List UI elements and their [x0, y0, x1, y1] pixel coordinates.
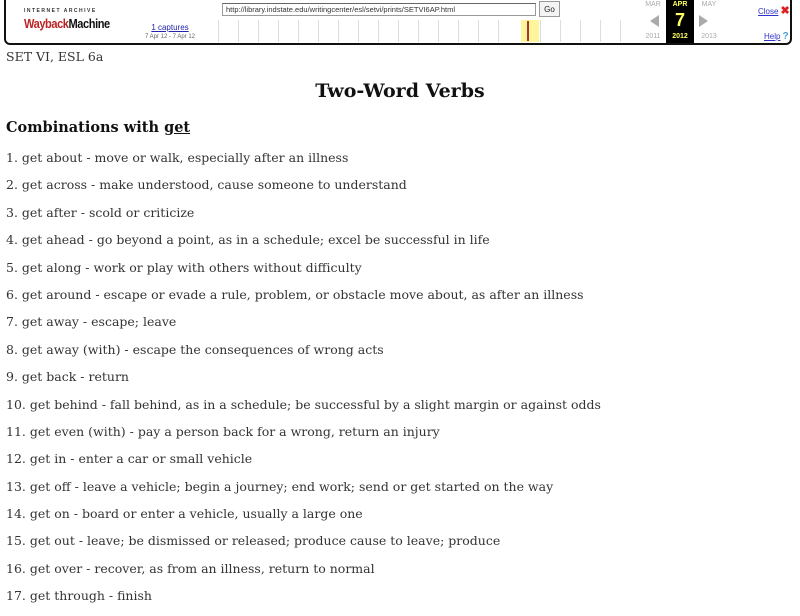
current-year: 2012 — [672, 33, 688, 40]
timeline-tick — [458, 20, 459, 42]
prev-capture-arrow-icon[interactable] — [650, 15, 659, 27]
logo-wayback-machine-text — [24, 16, 110, 31]
list-item: 9. get back - return — [6, 369, 129, 385]
list-item: 10. get behind - fall behind, as in a schedule; be successful by a slight margin or against odds — [6, 396, 601, 412]
list-item: 16. get over - recover, as from an illness, return to normal — [6, 560, 375, 576]
logo-word-wayback: Wayback — [24, 16, 69, 31]
timeline-tick — [540, 20, 541, 42]
wayback-toolbar — [4, 0, 792, 45]
list-item: 4. get ahead - go beyond a point, as in a schedule; excel be successful in life — [6, 232, 490, 248]
list-item: 1. get about - move or walk, especially after an illness — [6, 150, 349, 165]
captures-link[interactable]: 1 captures — [151, 23, 189, 32]
calendar-navigator — [638, 0, 760, 43]
next-year-label: 2013 — [701, 33, 717, 40]
captures-range: 7 Apr 12 - 7 Apr 12 — [144, 34, 196, 40]
list-item: 6. get around - escape or evade a rule, problem, or obstacle move about, as after an illness — [6, 286, 584, 302]
timeline-tick — [278, 20, 279, 42]
help-icon[interactable]: ? — [782, 31, 789, 42]
close-button[interactable] — [758, 4, 790, 17]
timeline-tick — [378, 20, 379, 42]
timeline-tick — [478, 20, 479, 42]
close-label[interactable]: Close — [758, 7, 779, 16]
logo-internet-archive-text: INTERNET ARCHIVE — [24, 8, 97, 14]
timeline-tick — [258, 20, 259, 42]
timeline-tick — [218, 20, 219, 42]
timeline-tick — [498, 20, 499, 42]
timeline-tick — [620, 20, 621, 42]
list-item: 5. get along - work or play with others without difficulty — [6, 259, 362, 275]
captures-info — [134, 23, 206, 40]
timeline-tick — [238, 20, 239, 42]
next-capture-arrow-icon[interactable] — [699, 15, 708, 27]
logo-word-machine: Machine — [68, 16, 110, 31]
page-title: Two-Word Verbs — [315, 80, 485, 102]
list-item: 3. get after - scold or criticize — [6, 204, 195, 220]
timeline-tick — [560, 20, 561, 42]
section-heading-keyword: get — [164, 119, 191, 136]
list-item: 8. get away (with) - escape the consequences of wrong acts — [6, 341, 384, 357]
section-heading-prefix: Combinations with — [6, 119, 165, 136]
url-input[interactable]: http://library.indstate.edu/writingcenter/esl/setvi/prints/SETVI6AP.html — [222, 3, 536, 16]
list-item: 17. get through - finish — [6, 588, 152, 604]
timeline-tick — [358, 20, 359, 42]
current-month: APR — [672, 1, 688, 8]
timeline-tick — [418, 20, 419, 42]
list-item: 13. get off - leave a vehicle; begin a journey; end work; send or get started on the way — [6, 478, 554, 494]
timeline-tick — [318, 20, 319, 42]
list-item: 15. get out - leave; be dismissed or released; produce cause to leave; produce — [6, 533, 501, 549]
timeline-tick — [338, 20, 339, 42]
close-icon[interactable]: ✖ — [780, 5, 790, 17]
timeline-capture-marker[interactable] — [527, 21, 529, 41]
help-label[interactable]: Help — [764, 32, 781, 41]
help-button[interactable] — [764, 31, 789, 42]
set-label: SET VI, ESL 6a — [6, 49, 104, 64]
go-button[interactable]: Go — [539, 1, 560, 17]
list-item: 7. get away - escape; leave — [6, 314, 177, 330]
timeline-tick — [580, 20, 581, 42]
current-day: 7 — [674, 10, 685, 30]
timeline-tick — [298, 20, 299, 42]
wayback-logo[interactable] — [22, 6, 110, 36]
list-item: 12. get in - enter a car or small vehicle — [6, 451, 253, 467]
timeline-tick — [398, 20, 399, 42]
current-capture-date — [666, 0, 694, 43]
next-month-label: MAY — [701, 1, 717, 8]
list-item: 11. get even (with) - pay a person back for a wrong, return an injury — [6, 423, 440, 439]
section-heading — [6, 119, 190, 136]
list-item: 2. get across - make understood, cause someone to understand — [6, 177, 407, 193]
timeline-tick — [438, 20, 439, 42]
prev-year-label: 2011 — [645, 33, 661, 40]
capture-timeline[interactable] — [218, 20, 638, 42]
verb-list — [6, 150, 601, 616]
prev-month-label: MAR — [645, 1, 661, 8]
timeline-tick — [600, 20, 601, 42]
list-item: 14. get on - board or enter a vehicle, usually a large one — [6, 506, 363, 522]
timeline-current-year-highlight — [521, 20, 539, 42]
